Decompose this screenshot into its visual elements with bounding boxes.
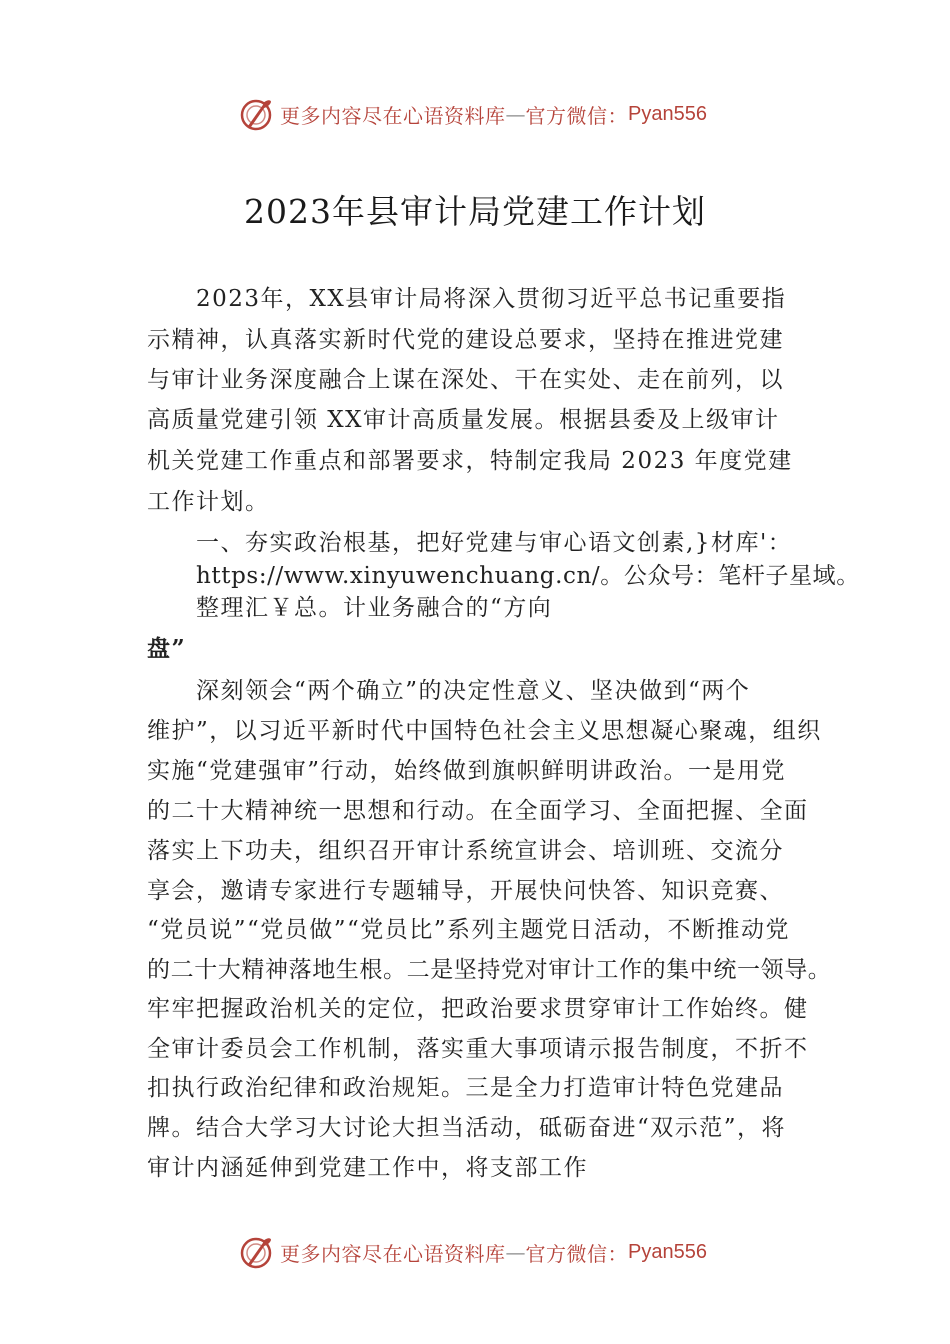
banner-main-text: 更多内容尽在心语资料库 bbox=[280, 1241, 506, 1266]
body-line: 的二十大精神统一思想和行动。在全面学习、全面把握、全面 bbox=[147, 798, 809, 824]
body-line: 全审计委员会工作机制，落实重大事项请示报告制度，不折不 bbox=[147, 1036, 809, 1062]
body-line: 深刻领会“两个确立”的决定性意义、坚决做到“两个 bbox=[196, 678, 751, 704]
section-heading-line: 一、夯实政治根基，把好党建与审心语文创素,}材库'： bbox=[196, 530, 793, 556]
body-line: 工作计划。 bbox=[147, 489, 270, 515]
banner-dash: — bbox=[505, 1240, 526, 1264]
banner-dash: — bbox=[505, 102, 526, 126]
banner-wechat-label: 官方微信： bbox=[525, 103, 628, 128]
body-line: 整理汇￥总。计业务融合的“方向 bbox=[196, 595, 553, 621]
header-watermark-banner bbox=[238, 94, 707, 134]
banner-main-text: 更多内容尽在心语资料库 bbox=[280, 103, 506, 128]
document-title: 2023年县审计局党建工作计划 bbox=[244, 192, 706, 231]
body-line: 示精神，认真落实新时代党的建设总要求，坚持在推进党建 bbox=[147, 327, 784, 353]
body-line: 牌。结合大学习大讨论大担当活动，砥砺奋进“双示范”，将 bbox=[147, 1115, 787, 1141]
body-line: 机关党建工作重点和部署要求，特制定我局 2023 年度党建 bbox=[147, 448, 793, 474]
banner-wechat-label: 官方微信： bbox=[525, 1241, 628, 1266]
body-line: 与审计业务深度融合上谋在深处、干在实处、走在前列，以 bbox=[147, 367, 784, 393]
body-line: 落实上下功夫，组织召开审计系统宣讲会、培训班、交流分 bbox=[147, 838, 784, 864]
banner-wechat-id: Pyan556 bbox=[628, 1240, 707, 1263]
body-line: 牢牢把握政治机关的定位，把政治要求贯穿审计工作始终。健 bbox=[147, 996, 809, 1022]
body-line: 高质量党建引领 XX审计高质量发展。根据县委及上级审计 bbox=[147, 407, 780, 433]
body-line: 的二十大精神落地生根。二是坚持党对审计工作的集中统一领导。 bbox=[147, 957, 832, 983]
banner-wechat-id: Pyan556 bbox=[628, 102, 707, 125]
body-line: https://www.xinyuwenchuang.cn/。公众号：笔杆子星域。 bbox=[196, 563, 860, 589]
body-line: 享会，邀请专家进行专题辅导，开展快问快答、知识竞赛、 bbox=[147, 878, 784, 904]
section-heading-tail: 盘” bbox=[147, 635, 187, 662]
quill-logo-icon bbox=[238, 96, 274, 132]
body-line: 扣执行政治纪律和政治规矩。三是全力打造审计特色党建品 bbox=[147, 1075, 784, 1101]
quill-logo-icon bbox=[238, 1234, 274, 1270]
footer-watermark-banner bbox=[238, 1232, 707, 1272]
body-line: 维护”，以习近平新时代中国特色社会主义思想凝心聚魂，组织 bbox=[147, 718, 822, 744]
body-line: 2023年，XX县审计局将深入贯彻习近平总书记重要指 bbox=[196, 286, 787, 312]
body-line: 实施“党建强审”行动，始终做到旗帜鲜明讲政治。一是用党 bbox=[147, 758, 787, 784]
body-line: “党员说”“党员做”“党员比”系列主题党日活动，不断推动党 bbox=[147, 917, 791, 943]
body-line: 审计内涵延伸到党建工作中，将支部工作 bbox=[147, 1155, 588, 1181]
